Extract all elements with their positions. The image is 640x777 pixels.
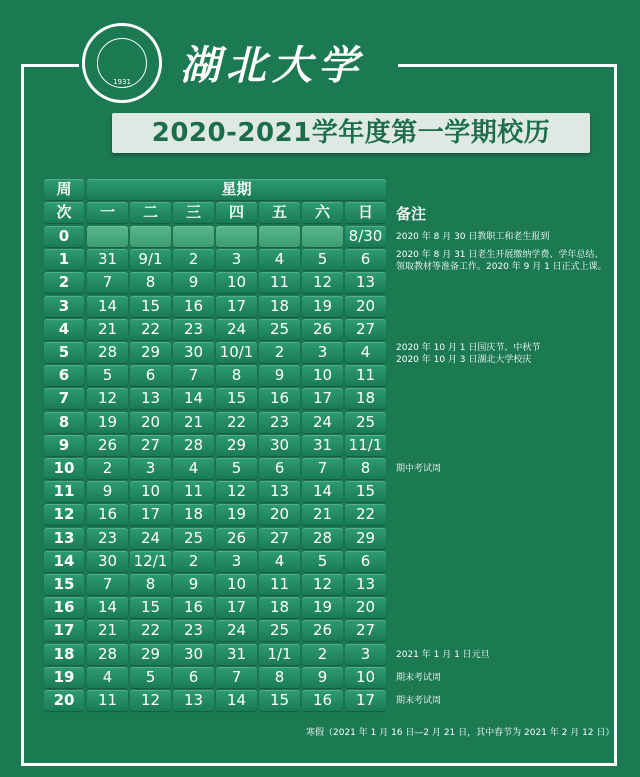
week-label-top: 周 xyxy=(44,179,84,200)
week-number: 9 xyxy=(44,435,84,456)
date-cell: 7 xyxy=(302,458,343,479)
date-cell: 8/30 xyxy=(345,226,386,247)
date-cell: 6 xyxy=(345,249,386,270)
weekday-header: 日 xyxy=(345,202,386,223)
date-cell: 7 xyxy=(87,574,128,595)
date-cell: 30 xyxy=(173,644,214,665)
date-cell: 25 xyxy=(259,319,300,340)
date-cell: 22 xyxy=(130,319,171,340)
calendar-note-line: 期末考试周 xyxy=(396,672,442,683)
date-cell xyxy=(173,226,214,247)
calendar-note xyxy=(396,231,549,243)
date-cell: 9 xyxy=(173,272,214,293)
week-number: 11 xyxy=(44,481,84,502)
date-cell: 10/1 xyxy=(216,342,257,363)
date-cell xyxy=(130,226,171,247)
date-cell: 27 xyxy=(345,319,386,340)
weekday-header: 二 xyxy=(130,202,171,223)
date-cell: 20 xyxy=(130,412,171,433)
date-cell: 17 xyxy=(216,296,257,317)
week-number: 3 xyxy=(44,296,84,317)
week-number: 20 xyxy=(44,690,84,711)
date-cell: 11 xyxy=(173,481,214,502)
date-cell: 15 xyxy=(130,296,171,317)
date-cell: 6 xyxy=(345,551,386,572)
date-cell: 18 xyxy=(345,388,386,409)
week-number: 19 xyxy=(44,667,84,688)
date-cell: 14 xyxy=(87,296,128,317)
date-cell: 14 xyxy=(216,690,257,711)
calendar-note-line: 2020 年 10 月 1 日国庆节、中秋节 xyxy=(396,343,541,353)
date-cell: 24 xyxy=(302,412,343,433)
university-brand-name: 湖北大学 xyxy=(180,42,364,89)
date-cell: 3 xyxy=(302,342,343,363)
date-cell: 30 xyxy=(259,435,300,456)
date-cell: 16 xyxy=(87,504,128,525)
date-cell: 9 xyxy=(173,574,214,595)
date-cell: 30 xyxy=(87,551,128,572)
date-cell: 22 xyxy=(216,412,257,433)
week-number: 13 xyxy=(44,528,84,549)
date-cell: 26 xyxy=(87,435,128,456)
date-cell: 10 xyxy=(130,481,171,502)
date-cell: 28 xyxy=(87,342,128,363)
date-cell: 5 xyxy=(130,667,171,688)
calendar-note xyxy=(396,672,441,684)
date-cell: 31 xyxy=(87,249,128,270)
date-cell: 23 xyxy=(173,620,214,641)
calendar-note-line: 2021 年 1 月 1 日元旦 xyxy=(396,649,490,660)
calendar-note-line: 2020 年 8 月 31 日老生开展缴纳学费、学年总结、 xyxy=(396,250,604,261)
date-cell: 5 xyxy=(87,365,128,386)
date-cell: 5 xyxy=(302,551,343,572)
date-cell: 17 xyxy=(302,388,343,409)
date-cell: 8 xyxy=(345,458,386,479)
date-cell: 8 xyxy=(130,272,171,293)
week-number: 6 xyxy=(44,365,84,386)
week-number: 4 xyxy=(44,319,84,340)
date-cell: 21 xyxy=(173,412,214,433)
date-cell: 28 xyxy=(302,528,343,549)
weekday-header: 六 xyxy=(302,202,343,223)
date-cell: 3 xyxy=(216,249,257,270)
date-cell: 16 xyxy=(173,597,214,618)
weekday-header: 一 xyxy=(87,202,128,223)
date-cell: 23 xyxy=(173,319,214,340)
date-cell: 11 xyxy=(87,690,128,711)
date-cell: 10 xyxy=(302,365,343,386)
date-cell: 24 xyxy=(130,528,171,549)
date-cell: 26 xyxy=(302,620,343,641)
calendar-note xyxy=(396,649,490,661)
date-cell: 29 xyxy=(130,644,171,665)
date-cell: 27 xyxy=(345,620,386,641)
calendar-note xyxy=(396,249,607,273)
date-cell: 8 xyxy=(259,667,300,688)
notes-heading: 备注 xyxy=(396,205,427,223)
date-cell xyxy=(302,226,343,247)
date-cell: 30 xyxy=(173,342,214,363)
date-cell: 12/1 xyxy=(130,551,171,572)
date-cell: 26 xyxy=(216,528,257,549)
date-cell: 4 xyxy=(173,458,214,479)
date-cell: 28 xyxy=(173,435,214,456)
date-cell: 21 xyxy=(87,319,128,340)
date-cell: 5 xyxy=(302,249,343,270)
week-number: 0 xyxy=(44,226,84,247)
date-cell: 25 xyxy=(345,412,386,433)
date-cell: 15 xyxy=(345,481,386,502)
date-cell: 4 xyxy=(259,551,300,572)
date-cell: 7 xyxy=(173,365,214,386)
calendar-note xyxy=(396,695,441,707)
week-number: 1 xyxy=(44,249,84,270)
date-cell: 15 xyxy=(216,388,257,409)
date-cell: 15 xyxy=(130,597,171,618)
date-cell: 23 xyxy=(259,412,300,433)
date-cell: 16 xyxy=(302,690,343,711)
date-cell: 29 xyxy=(216,435,257,456)
date-cell: 27 xyxy=(259,528,300,549)
week-number: 7 xyxy=(44,388,84,409)
date-cell: 20 xyxy=(345,296,386,317)
page-title: 2020-2021学年度第一学期校历 xyxy=(112,113,590,153)
week-number: 17 xyxy=(44,620,84,641)
date-cell: 2 xyxy=(302,644,343,665)
date-cell: 4 xyxy=(87,667,128,688)
date-cell: 27 xyxy=(130,435,171,456)
date-cell: 29 xyxy=(130,342,171,363)
date-cell: 16 xyxy=(259,388,300,409)
date-cell: 14 xyxy=(173,388,214,409)
date-cell: 12 xyxy=(302,574,343,595)
date-cell: 10 xyxy=(216,272,257,293)
date-cell: 11/1 xyxy=(345,435,386,456)
date-cell: 12 xyxy=(130,690,171,711)
calendar-note-line: 期末考试周 xyxy=(396,696,442,706)
date-cell: 22 xyxy=(345,504,386,525)
date-cell: 3 xyxy=(130,458,171,479)
date-cell: 17 xyxy=(345,690,386,711)
date-cell: 13 xyxy=(259,481,300,502)
date-cell: 11 xyxy=(259,574,300,595)
date-cell: 6 xyxy=(130,365,171,386)
date-cell: 20 xyxy=(259,504,300,525)
date-cell: 18 xyxy=(259,296,300,317)
calendar-note xyxy=(396,342,540,366)
date-cell: 14 xyxy=(302,481,343,502)
date-cell: 26 xyxy=(302,319,343,340)
date-cell: 19 xyxy=(302,296,343,317)
date-cell: 11 xyxy=(259,272,300,293)
university-seal-logo xyxy=(82,23,162,103)
date-cell: 6 xyxy=(259,458,300,479)
date-cell: 24 xyxy=(216,319,257,340)
date-cell: 10 xyxy=(345,667,386,688)
calendar-note-line: 期中考试周 xyxy=(396,464,442,474)
date-cell: 4 xyxy=(259,249,300,270)
calendar-note-line: 2020 年 10 月 3 日湖北大学校庆 xyxy=(396,355,532,365)
week-number: 2 xyxy=(44,272,84,293)
weekday-header: 三 xyxy=(173,202,214,223)
date-cell: 13 xyxy=(173,690,214,711)
week-number: 5 xyxy=(44,342,84,363)
date-cell: 6 xyxy=(173,667,214,688)
date-cell: 14 xyxy=(87,597,128,618)
date-cell: 16 xyxy=(173,296,214,317)
weekdays-header: 星期 xyxy=(87,179,386,200)
date-cell: 20 xyxy=(345,597,386,618)
date-cell: 9/1 xyxy=(130,249,171,270)
week-number: 8 xyxy=(44,412,84,433)
date-cell: 9 xyxy=(302,667,343,688)
date-cell: 19 xyxy=(87,412,128,433)
date-cell: 19 xyxy=(216,504,257,525)
date-cell: 12 xyxy=(302,272,343,293)
date-cell: 17 xyxy=(130,504,171,525)
week-number: 18 xyxy=(44,644,84,665)
date-cell: 12 xyxy=(216,481,257,502)
date-cell: 9 xyxy=(87,481,128,502)
date-cell: 2 xyxy=(173,249,214,270)
winter-break-note: 寒假（2021 年 1 月 16 日—2 月 21 日，其中春节为 2021 年 2 月 12 日） xyxy=(306,728,615,738)
date-cell: 23 xyxy=(87,528,128,549)
date-cell: 31 xyxy=(302,435,343,456)
date-cell: 25 xyxy=(259,620,300,641)
date-cell: 9 xyxy=(259,365,300,386)
date-cell: 2 xyxy=(259,342,300,363)
seal-year: 1931 xyxy=(113,78,131,86)
date-cell: 25 xyxy=(173,528,214,549)
date-cell: 19 xyxy=(302,597,343,618)
date-cell xyxy=(259,226,300,247)
date-cell: 21 xyxy=(87,620,128,641)
date-cell: 15 xyxy=(259,690,300,711)
week-number: 15 xyxy=(44,574,84,595)
calendar-note xyxy=(396,463,441,475)
date-cell: 29 xyxy=(345,528,386,549)
calendar-note-line: 领取教材等准备工作。2020 年 9 月 1 日正式上课。 xyxy=(396,262,607,273)
week-number: 10 xyxy=(44,458,84,479)
date-cell: 21 xyxy=(302,504,343,525)
date-cell: 18 xyxy=(173,504,214,525)
date-cell: 8 xyxy=(130,574,171,595)
weekday-header: 四 xyxy=(216,202,257,223)
date-cell: 8 xyxy=(216,365,257,386)
date-cell: 7 xyxy=(216,667,257,688)
date-cell: 22 xyxy=(130,620,171,641)
date-cell: 12 xyxy=(87,388,128,409)
date-cell xyxy=(87,226,128,247)
date-cell: 13 xyxy=(130,388,171,409)
date-cell: 11 xyxy=(345,365,386,386)
date-cell: 2 xyxy=(173,551,214,572)
date-cell: 4 xyxy=(345,342,386,363)
week-number: 16 xyxy=(44,597,84,618)
date-cell: 2 xyxy=(87,458,128,479)
date-cell: 3 xyxy=(345,644,386,665)
calendar-note-line: 2020 年 8 月 30 日教职工和老生报到 xyxy=(396,232,550,242)
date-cell: 13 xyxy=(345,272,386,293)
date-cell xyxy=(216,226,257,247)
date-cell: 1/1 xyxy=(259,644,300,665)
date-cell: 17 xyxy=(216,597,257,618)
week-number: 12 xyxy=(44,504,84,525)
date-cell: 7 xyxy=(87,272,128,293)
week-label-bottom: 次 xyxy=(44,202,84,223)
date-cell: 18 xyxy=(259,597,300,618)
date-cell: 13 xyxy=(345,574,386,595)
date-cell: 31 xyxy=(216,644,257,665)
date-cell: 3 xyxy=(216,551,257,572)
date-cell: 28 xyxy=(87,644,128,665)
date-cell: 10 xyxy=(216,574,257,595)
week-number: 14 xyxy=(44,551,84,572)
date-cell: 5 xyxy=(216,458,257,479)
date-cell: 24 xyxy=(216,620,257,641)
weekday-header: 五 xyxy=(259,202,300,223)
